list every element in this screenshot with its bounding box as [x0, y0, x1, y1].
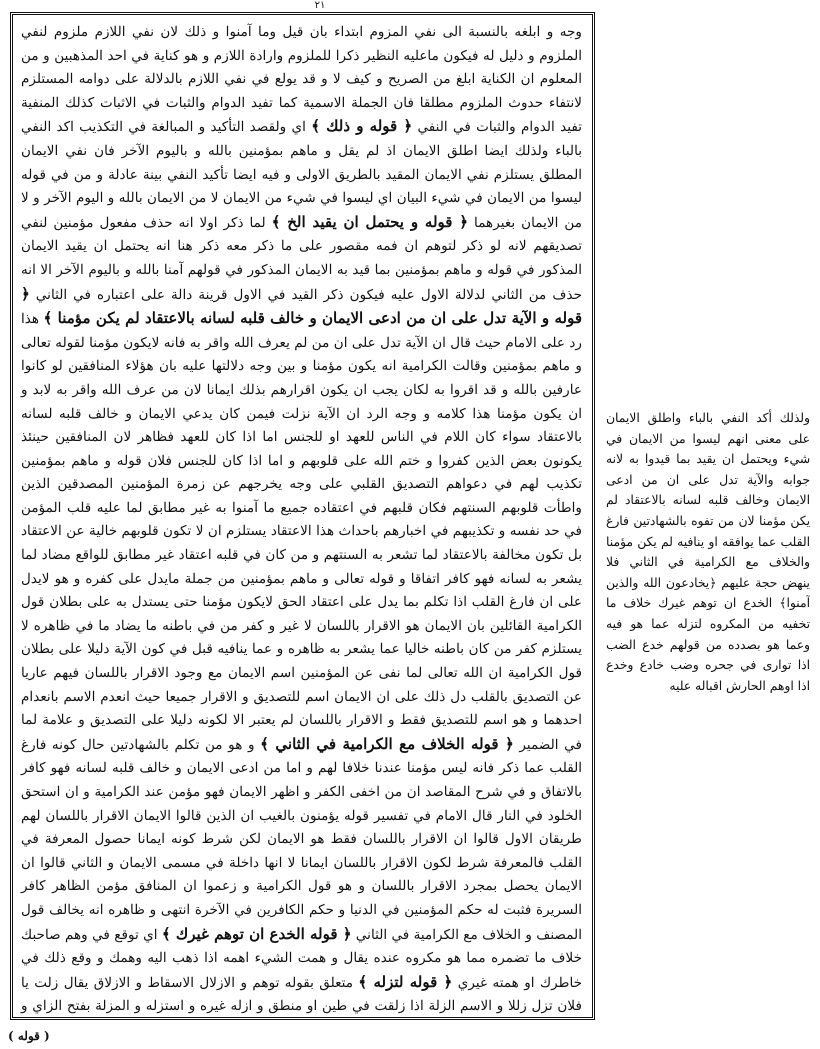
- commentary-segment: هذا رد على الامام حيث قال ان الآية تدل على ان من لم يعرف الله واقر به فانه لايكون مؤمنا لقوله تعالى و ماهم بمؤمنين وقالت الكرامية انه يكون مؤمنا و بين وجه دلالتها عليه بان هؤلاء المنافقين لو كانوا عارفين بالله و قد اقروا به لكان يجب ان يكون اقرارهم بذلك ايمانا لان من عرف الله واقر به لابد و ان يكون مؤمنا هذا كلامه و وجه الرد ان الآية نزلت فيمن كان يدعي الايمان و خالف قلبه لسانه بالاعتقاد سواء كان اللام في الناس للعهد او للجنس اما اذا كان للعهد فظاهر لان المنافقين حينئذ يكونون بعض الذين كفروا و ختم الله على قلوبهم و اما اذا كان للجنس فلان قوله و ماهم بمؤمنين تكذيب لهم في دعواهم التصديق القلبي على وجه يخرجهم عن زمرة المؤمنين المصدقين الذين واطأت قلوبهم السنتهم فكان قلبهم في اعتقاده جميع ما آمنوا به غير مطابق لما عليه قلب المؤمن في حد نفسه و تكذيبهم في اخبارهم باحداث هذا الاعتقاد يستلزم ان لا تكون قلوبهم خالية عن الاعتقاد بل تكون مخالفة بالاعتقاد لما تشعر به السنتهم و من كان في قلبه اعتقاد غير مطابق للواقع مضاد لما يشعر به لسانه فهو كافر اتفاقا و قوله تعالى و ماهم بمؤمنين من جملة مايدل على كفره و هو لايدل على ان فارغ القلب اذا تكلم بما يدل على اعتقاد الحق لايكون مؤمنا حتى يستدل به على بطلان قول الكرامية القائلين بان الايمان هو الاقرار باللسان لا غير و كفر من في باطنه ما يضاد ما في ظاهره لا يستلزم كفر من كان باطنه خاليا عما يشعر به ظاهره و عما ينافيه قبل في كون الآية دليلا على بطلان قول الكرامية ان الله تعالى لما نفى عن المؤمنين اسم الايمان مع وجود الاقرار باللسان فيهم عاريا عن التصديق بالقلب دل ذلك على ان الايمان اسم للتصديق و الاقرار جميعا حيث انعدم الاسم بانعدام احدهما و هو اسم للتصديق فقط و الاقرار باللسان لم يعتبر الا لكونه دليلا على التصديق و علامة لما في الضمير: [21, 311, 582, 753]
- qawluhu-marker: ﴿ قوله و يحتمل ان يقيد الخ ﴾: [271, 212, 469, 231]
- commentary-segment: وجه و ابلغه بالنسبة الى نفي المزوم ابتداء بان قيل وما آمنوا و ذلك لان نفي اللازم ملزوم لنفي الملزوم و دليل له فيكون ماعليه النظير ذكرا للملزوم وارادة اللازم و هو كناية في احد المذهبين و من المعلوم ان الكناية ابلغ من الصريح و كيف لا و قد يولع في نفي اللازم بالدلالة على دوامه المستلزم لانتفاء حدوث الملزوم مطلقا فان الجملة الاسمية كما تفيد الدوام والثبات في الاثبات كذلك المنفية تفيد الدوام والثبات في النفي: [21, 24, 583, 136]
- commentary-segment: اي توقع في وهم صاحبك خلاف ما تضمره مما هو مكروه عنده يقال و همت الشيء اهمه اذا ذهب اليه وهمك و وقع ذلك في خاطرك او همته غيري: [21, 926, 583, 991]
- qawluhu-marker: ﴿ قوله و ذلك ﴾: [311, 117, 413, 136]
- commentary-text: [21, 21, 582, 1020]
- page-number: ٢١: [314, 0, 326, 11]
- qawluhu-marker: ﴿ قوله و الآية تدل على ان من ادعى الايمان و خالف قلبه لسانه بالاعتقاد لم يكن مؤمنا ﴾: [21, 284, 582, 328]
- commentary-segment: اي ولقصد التأكيد و المبالغة في التكذيب اكد النفي بالباء ولذلك ايضا اطلق الايمان اذ لم يقل و ماهم بمؤمنين بالله و باليوم الآخر فان نفي الايمان المطلق يستلزم نفي الايمان المقيد بالطريق الاولى و فيه ايضا تأكيد النفي بينة عادلة و من في قوله ليسوا من الايمان في شيء البيان اي ليسوا في شيء من الايمان لا من الايمان بالله و اليوم الآخر و لا من الايمان بغيرهما: [21, 119, 582, 231]
- catchword: ( قوله ): [8, 1029, 50, 1043]
- commentary-segment: لما ذكر اولا انه حذف مفعول مؤمنين لنفي تصديقهم لانه لو ذكر لتوهم ان فمه مقصور على ما ذكر معه ذكر هنا انه يحتمل ان يقيد الايمان المذكور في قوله و ماهم بمؤمنين بما قيد به الايمان المذكور في قولهم آمنا بالله و باليوم الآخر الا انه حذف من الثاني لدلالة الاول عليه فيكون ذكر القيد في الاول قرينة دالة على اعتباره في الثاني: [21, 214, 582, 303]
- commentary-segment: و هو من تكلم بالشهادتين حال كونه فارغ القلب عما ذكر فانه ليس مؤمنا عندنا خلافا لهم و اما من ادعى الايمان و خالف قلبه لسانه فهو كافر بالاتفاق و في شرح المقاصد ان من اخفى الكفر و اظهر الايمان فهو مؤمن عند الكرامية و ان استحق الخلود في النار قال الامام في تفسير قوله يؤمنون بالغيب ان الذين قالوا الايمان الاقرار باللسان لهم طريقان الاول قالوا ان الاقرار باللسان فقط هو الايمان لكن شرط كونه ايمانا حصول المعرفة في القلب فالمعرفة شرط لكون الاقرار باللسان ايمانا لا انها داخلة في مسمى الايمان و الثاني قالوا ان الايمان يحصل بمجرد الاقرار باللسان و هو قول الكرامية و زعموا ان المنافق مؤمن الظاهر كافر السريرة فثبت له حكم المؤمنين في الدنيا و حكم الكافرين في الآخرة انتهى و ظاهره انه يخالف قول المصنف و الخلاف مع الكرامية في الثاني: [21, 736, 582, 943]
- commentary-segment: متعلق بقوله توهم و الازلال الاسقاط و الازلاق يقال زلت يا فلان تزل زللا و الاسم الزلة اذا زلقت في طين او منطق و ازله غيره و استزله و المزلة بفتح الزاي و: [21, 974, 582, 1015]
- base-text-margin: ولذلك أكد النفي بالباء واطلق الايمان على معنى انهم ليسوا من الايمان في شيء ويحتمل ان يقيد بما قيدوا به لانه جوابه والآية تدل على ان من ادعى الايمان وخالف قلبه لسانه بالاعتقاد لم يكن مؤمنا لان من تفوه بالشهادتين فارغ القلب عما يوافقه او ينافيه لم يكن مؤمنا والخلاف مع الكرامية في الثاني فلا ينهض حجة عليهم ﴿يخادعون الله والذين آمنوا﴾ الخدع ان توهم غيرك خلاف ما تخفيه من المكروه لتزله عما هو فيه وعما هو بصدده من قولهم خدع الضب اذا توارى في جحره وضب خادع وخدع اذا اوهم الحارش اقباله عليه: [606, 411, 810, 693]
- commentary-frame: [10, 12, 595, 1020]
- qawluhu-marker: ﴿ قوله الخلاف مع الكرامية في الثاني ﴾: [260, 734, 514, 753]
- qawluhu-marker: ﴿ قوله الخدع ان توهم غيرك ﴾: [161, 924, 352, 943]
- qawluhu-marker: ﴿ قوله لتزله ﴾: [358, 972, 453, 991]
